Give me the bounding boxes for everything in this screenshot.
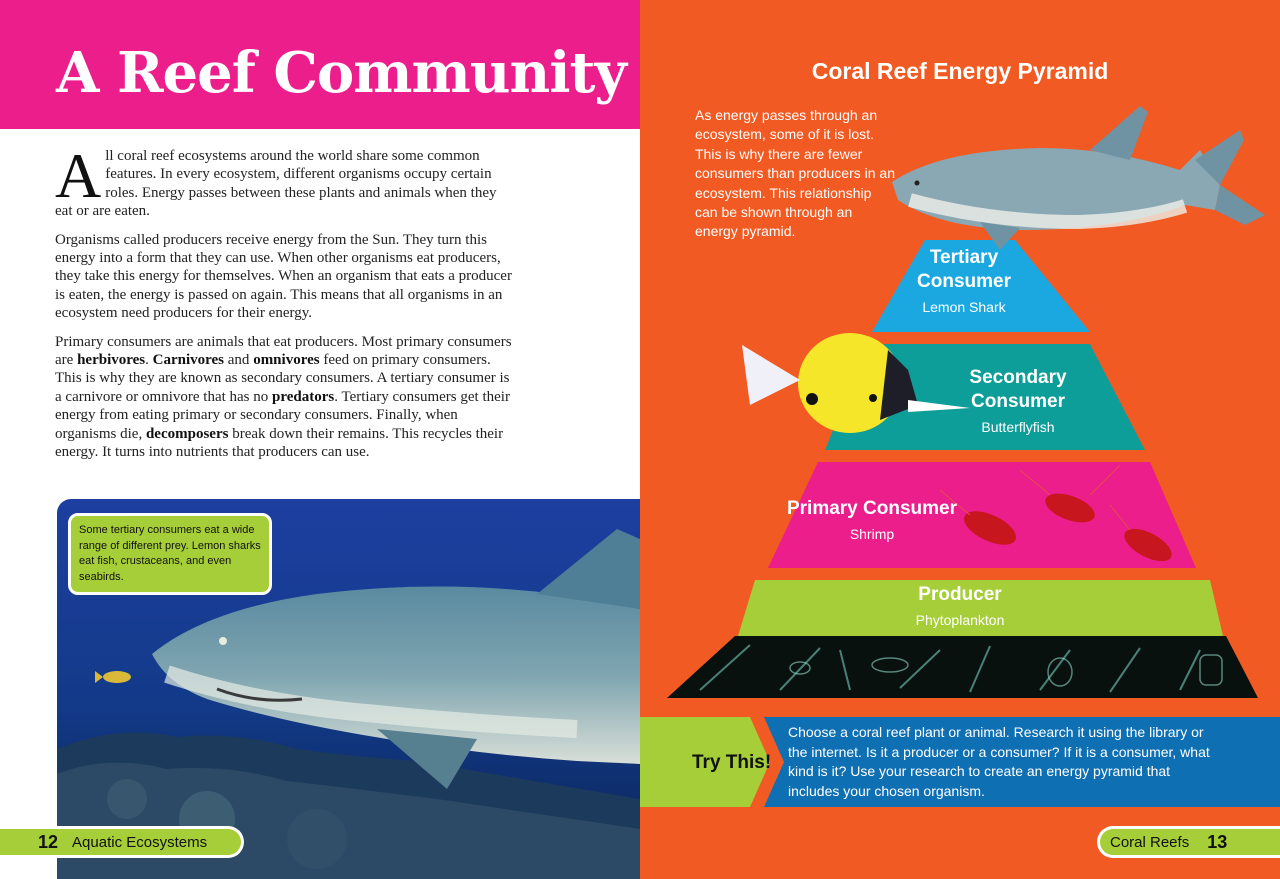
folio-right [1097,826,1280,858]
paragraph-3 [55,333,513,462]
section-title: Aquatic Ecosystems [72,833,208,851]
photo-caption: Some tertiary consumers eat a wide range of different prey. Lemon sharks eat fish, crustaceans, and even seabirds. [68,513,272,595]
folio-left [0,826,244,858]
paragraph-2: Organisms called producers receive energy from the Sun. They turn this energy into a form that they can use. When other organisms eat producers, they take this energy for themselves. When an organism that eats a producer is eaten, the energy is passed on again. This means that all organisms in an ecosystem need producers for their energy. [55,231,512,322]
para3-text: . [145,352,153,369]
body-text [55,140,513,472]
pyramid-intro: As energy passes through an ecosystem, some of it is lost. This is why there are fewer consumers than producers in an ecosystem. This relationship can be shown through an energy pyramid. [695,107,895,240]
lemon-shark-image [892,106,1265,250]
try-this-text: Choose a coral reef plant or animal. Research it using the library or the internet. Is it a producer or a consumer? If it is a consumer, what kind is it? Use your research to create an energy pyramid that includes your chosen organism. [788,724,1210,799]
page-number: 13 [1207,831,1228,852]
phytoplankton-image [667,636,1258,698]
tier-name: Primary Consumer [786,498,957,519]
para3-text: feed on primary consumers. This is why they are known as secondary consumers. A tertiary consumer is a carnivore or omnivore that has no [55,352,510,405]
right-page [640,0,1280,879]
term-omnivores: omnivores [253,352,320,369]
para3-text: and [224,352,254,369]
para3-text: . Tertiary consumers get their energy from eating primary or secondary consumers. Finally, when organisms die, [55,388,510,442]
term-predators: predators [272,388,335,405]
tier-organism: Phytoplankton [915,612,1005,628]
try-this-label: Try This! [692,752,772,773]
paragraph-1-text: ll coral reef ecosystems around the world share some common features. In every ecosystem, different organisms occupy certain roles. Energy passes between these plants and animals when they eat or are eaten. [55,148,497,220]
tier-organism: Lemon Shark [922,299,1006,315]
paragraph-1 [55,140,513,221]
term-decomposers: decomposers [145,425,229,442]
tier-label-secondary [940,366,1096,436]
tier-name: Producer [918,584,1002,605]
tier-organism: Butterflyfish [981,419,1055,435]
para3-text: break down their remains. This recycles their energy. It turns into nutrients that producers can use. [55,425,504,461]
para3-text: Primary consumers are animals that eat producers. Most primary consumers are [55,333,512,369]
pyramid-title: Coral Reef Energy Pyramid [811,58,1109,84]
drop-cap: A [55,140,102,211]
tier-label-producer [880,583,1040,629]
tier-organism: Shrimp [849,526,895,542]
section-title: Coral Reefs [1110,833,1190,851]
tier-name: Tertiary Consumer [917,247,1011,292]
term-herbivores: herbivores [77,352,146,369]
tier-label-tertiary [890,246,1038,316]
tier-label-primary [780,497,964,543]
tier-name: Secondary Consumer [969,367,1067,412]
page-number: 12 [38,831,59,852]
page-title: A Reef Community [56,40,626,106]
term-carnivores: Carnivores [152,352,225,369]
